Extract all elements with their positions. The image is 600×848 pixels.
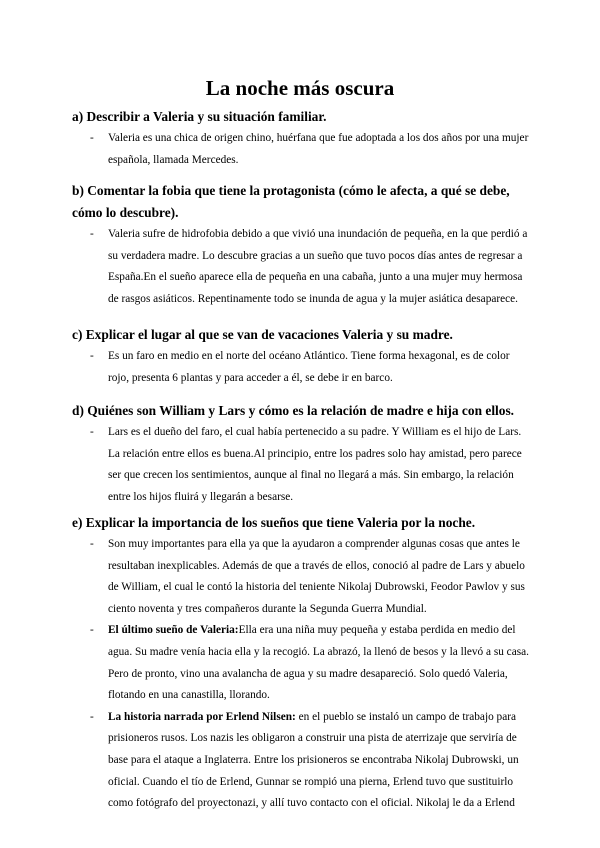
bullet-list xyxy=(72,534,532,815)
bullet-list xyxy=(72,346,532,389)
item-text: Valeria es una chica de origen chino, huérfana que fue adoptada a los dos años por una mujer española, llamada Mercedes. xyxy=(108,132,529,166)
document-title: La noche más oscura xyxy=(205,76,395,100)
dash-bullet: - xyxy=(90,624,94,637)
list-item xyxy=(72,346,532,389)
section-b xyxy=(72,180,532,310)
item-text: en el pueblo se instaló un campo de trabajo para prisioneros rusos. Los nazis les obligaron a construir una pista de aterrizaje que serviría de base para el ataque a Inglaterra. Entre los prisioneros se encontraba Nikolaj Dubrowski, un oficial. Cuando el tío de Erlend, Gunnar se rompió una pierna, Erlend tuvo que sustituirlo como fotógrafo del proyectonazi, y allí tuvo contacto con el oficial. Nikolaj le da a Erlend xyxy=(108,710,519,810)
list-item xyxy=(72,128,532,171)
section-heading: e) Explicar la importancia de los sueños que tiene Valeria por la noche. xyxy=(72,515,476,530)
item-lead: La historia narrada por Erlend Nilsen: xyxy=(108,710,296,723)
section-a xyxy=(72,106,532,171)
list-item xyxy=(72,224,532,310)
item-text: Ella era una niña muy pequeña y estaba perdida en medio del agua. Su madre venía hacia ella y la recogió. La abrazó, la llenó de besos y la llevó a su casa. Pero de pronto, vino una avalancha de agua y su madre desapareció. Solo quedó Valeria, flotando en una canastilla, llorando. xyxy=(108,624,529,702)
bullet-list xyxy=(72,128,532,171)
section-heading: b) Comentar la fobia que tiene la protagonista (cómo le afecta, a qué se debe, cómo lo descubre). xyxy=(72,183,510,220)
dash-bullet: - xyxy=(90,350,94,362)
bullet-list xyxy=(72,224,532,310)
dash-bullet: - xyxy=(90,132,94,144)
dash-bullet: - xyxy=(90,426,94,438)
section-heading: c) Explicar el lugar al que se van de vacaciones Valeria y su madre. xyxy=(72,327,453,342)
item-text: Es un faro en medio en el norte del océano Atlántico. Tiene forma hexagonal, es de color rojo, presenta 6 plantas y para acceder a él, se debe ir en barco. xyxy=(108,350,510,384)
list-item xyxy=(72,422,532,508)
list-item xyxy=(72,620,532,706)
section-c xyxy=(72,324,532,389)
dash-bullet: - xyxy=(90,710,94,723)
item-lead: El último sueño de Valeria: xyxy=(108,624,239,637)
section-heading: d) Quiénes son William y Lars y cómo es la relación de madre e hija con ellos. xyxy=(72,403,515,418)
item-text: Lars es el dueño del faro, el cual había pertenecido a su padre. Y William es el hijo de Lars. La relación entre ellos es buena.Al principio, entre los padres solo hay amistad, pero parece ser que crecen los sentimientos, aunque al final no llegará a más. Sin embargo, la relación entre los hijos fluirá y llegarán a besarse. xyxy=(108,426,522,503)
dash-bullet: - xyxy=(90,538,94,550)
dash-bullet: - xyxy=(90,228,94,240)
bullet-list xyxy=(72,422,532,508)
section-heading: a) Describir a Valeria y su situación familiar. xyxy=(72,109,327,124)
section-e xyxy=(72,512,532,815)
list-item xyxy=(72,534,532,620)
list-item xyxy=(72,707,532,815)
section-d xyxy=(72,400,532,508)
item-text: Son muy importantes para ella ya que la ayudaron a comprender algunas cosas que antes le resultaban inexplicables. Además de que a través de ellos, conoció al padre de Lars y abuelo de William, el cual le contó la historia del teniente Nikolaj Dubrowski, Feodor Pawlov y sus ciento noventa y tres compañeros durante la Segunda Guerra Mundial. xyxy=(108,538,525,615)
item-text: Valeria sufre de hidrofobia debido a que vivió una inundación de pequeña, en la que perdió a su verdadera madre. Lo descubre gracias a un sueño que tuvo pocos días antes de regresar a España.En el sueño aparece ella de pequeña en una cabaña, junto a una mujer muy hermosa de rasgos asiáticos. Repentinamente todo se inunda de agua y la mujer asiática desaparece. xyxy=(108,228,528,305)
